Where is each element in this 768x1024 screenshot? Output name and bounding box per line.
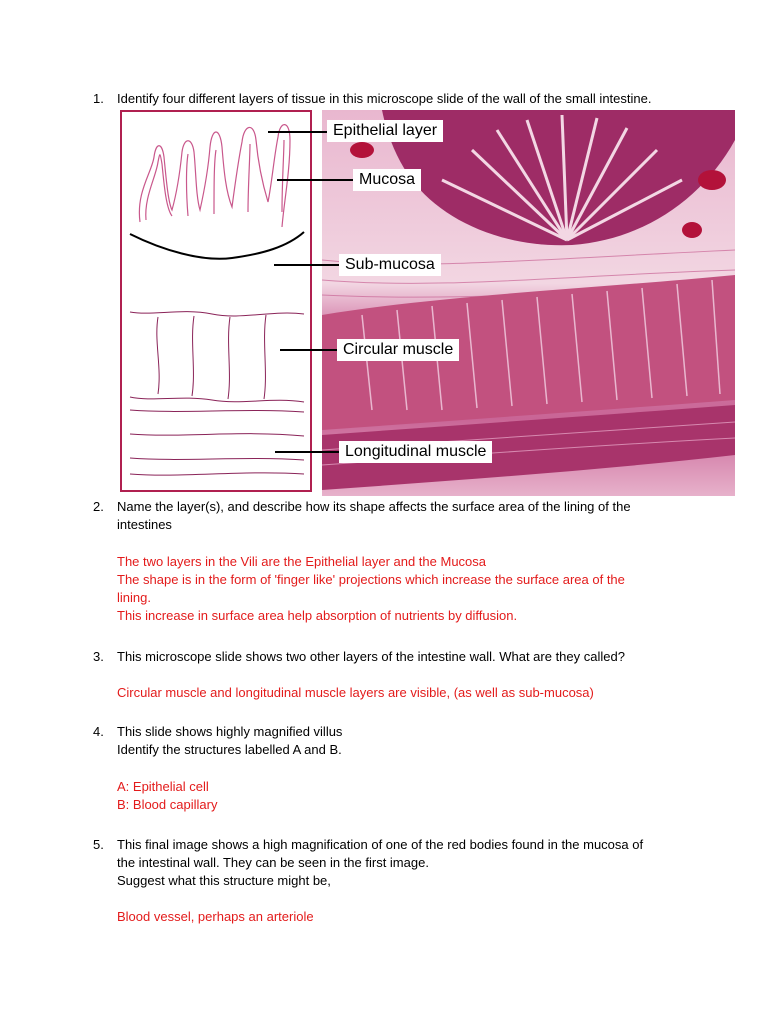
intestine-figure [120, 110, 735, 496]
question-text: This final image shows a high magnification of one of the red bodies found in the mucosa of the intestinal wall. They can be seen in the first image. Suggest what this structure might be, [117, 837, 644, 888]
answer-4: A: Epithelial cell B: Blood capillary [117, 779, 218, 812]
question-number: 2. [93, 499, 104, 514]
question-text: This slide shows highly magnified villus Identify the structures labelled A and B. [117, 724, 343, 757]
label-mucosa: Mucosa [353, 169, 421, 191]
answer-2: The two layers in the Vili are the Epithelial layer and the Mucosa The shape is in the form of 'finger like' projections which increase the surface area of the lining. This increase in surface area help absorption of nutrients by diffusion. [117, 554, 625, 623]
label-sub-mucosa: Sub-mucosa [339, 254, 441, 276]
label-longitudinal-muscle: Longitudinal muscle [339, 441, 492, 463]
question-number: 5. [93, 837, 104, 852]
label-circular-muscle: Circular muscle [337, 339, 459, 361]
answer-3: Circular muscle and longitudinal muscle layers are visible, (as well as sub-mucosa) [117, 685, 594, 700]
label-epithelial-layer: Epithelial layer [327, 120, 443, 142]
question-text: This microscope slide shows two other layers of the intestine wall. What are they called? [117, 649, 625, 664]
label-pointer-lines [120, 110, 735, 496]
question-number: 4. [93, 724, 104, 739]
question-text: Name the layer(s), and describe how its shape affects the surface area of the lining of the intestines [117, 499, 631, 532]
question-number: 1. [93, 91, 104, 106]
question-text: Identify four different layers of tissue in this microscope slide of the wall of the small intestine. [117, 91, 652, 106]
answer-5: Blood vessel, perhaps an arteriole [117, 909, 314, 924]
question-number: 3. [93, 649, 104, 664]
